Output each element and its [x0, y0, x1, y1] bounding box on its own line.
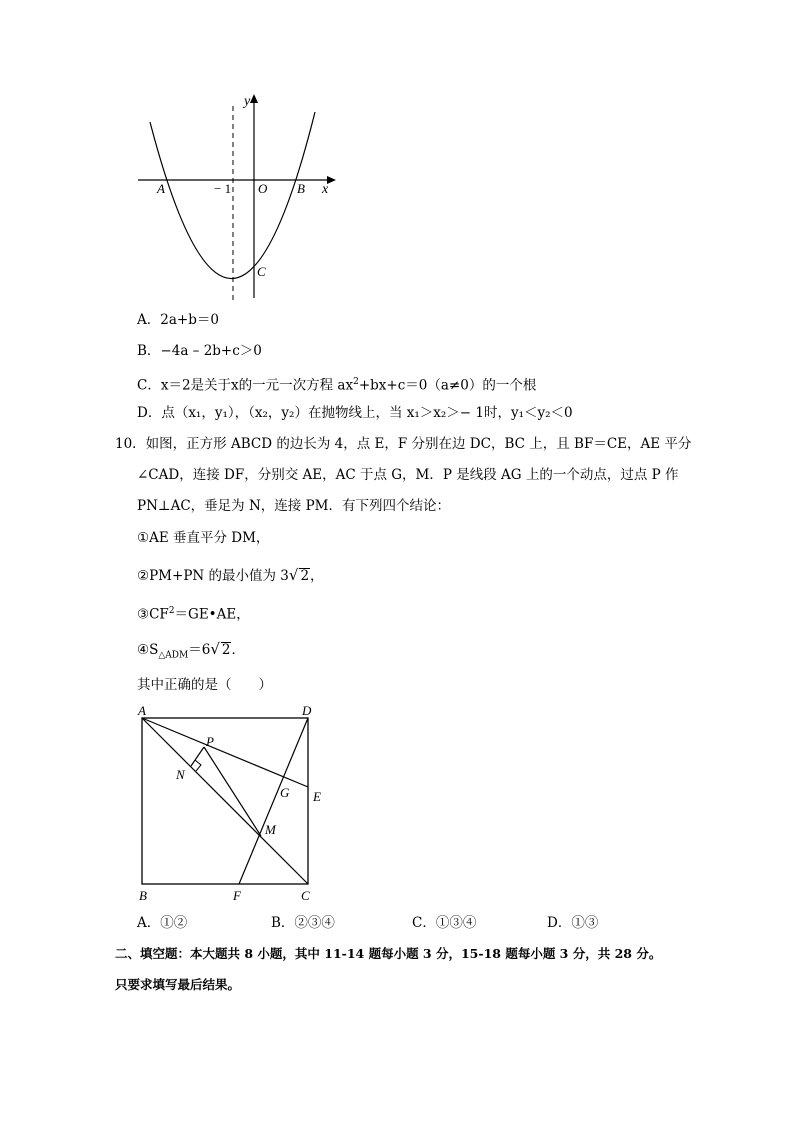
- q10-option-d: D．①③: [547, 915, 599, 931]
- label-N: N: [176, 767, 185, 782]
- conclusion-2-post: ，: [310, 568, 324, 584]
- y-axis-arrow: [250, 94, 258, 103]
- label-G: G: [280, 785, 290, 800]
- conclusion-4-mid: ＝6: [188, 642, 211, 658]
- q10-line3: PN⊥AC，垂足为 N，连接 PM．有下列四个结论：: [137, 498, 450, 514]
- label-x: x: [322, 182, 329, 197]
- label-neg1: − 1: [214, 181, 232, 196]
- q10-prompt: 其中正确的是（ ）: [137, 677, 272, 693]
- conclusion-4-radicand: 2: [221, 642, 231, 658]
- q9-option-b: B．−4a – 2b+c＞0: [137, 343, 262, 359]
- q9-option-c: [137, 373, 536, 395]
- conclusion-3-post: ＝GE•AE，: [174, 606, 250, 623]
- q9-option-c-pre: C．x＝2是关于x的一元一次方程 ax: [137, 377, 354, 394]
- square-figure: [130, 700, 330, 908]
- label-C: C: [301, 888, 310, 903]
- label-y: y: [244, 94, 251, 109]
- conclusion-2: ②PM+PN 的最小值为 3√ 2，: [137, 566, 324, 584]
- q9-option-c-sup: 2: [353, 377, 359, 387]
- q10-option-c: C．①③④: [412, 915, 477, 931]
- label-A: A: [138, 703, 146, 718]
- conclusion-3: [137, 602, 250, 624]
- conclusion-1: ①AE 垂直平分 DM，: [137, 530, 270, 546]
- section2-line1: 二、填空题：本大题共 8 小题，其中 11-14 题每小题 3 分，15-18 题每小题 3 分，共 28 分。: [115, 946, 662, 961]
- conclusion-4: $④S_{\triangle ADM}=6√$ 2．: [137, 640, 245, 661]
- label-F: F: [233, 888, 241, 903]
- q9-option-d: D．点（x₁，y₁），（x₂，y₂）在抛物线上，当 x₁＞x₂＞− 1时，y₁＜y₂＜0: [137, 405, 573, 421]
- conclusion-3-pre: ③CF: [137, 606, 169, 623]
- conclusion-4-sub: △ADM: [158, 650, 189, 661]
- q9-option-a: A．2a+b＝0: [137, 312, 219, 328]
- label-C: C: [257, 264, 266, 279]
- line-pm: [204, 747, 261, 836]
- label-M: M: [265, 822, 276, 837]
- conclusion-4-pre: ④S: [137, 642, 159, 658]
- q10-option-b: B．②③④: [271, 915, 335, 931]
- label-A: A: [157, 181, 165, 196]
- q9-option-c-post: +bx+c＝0（a≠0）的一个根: [358, 377, 537, 394]
- q10-option-a: A．①②: [137, 915, 188, 931]
- section2-line2: 只要求填写最后结果。: [115, 977, 241, 992]
- line-ac: [142, 718, 308, 884]
- parabola-graph: [130, 88, 345, 310]
- conclusion-3-sup: 2: [168, 606, 175, 616]
- x-axis-arrow: [327, 176, 336, 184]
- label-O: O: [258, 181, 268, 196]
- q10-line1: 10．如图，正方形 ABCD 的边长为 4，点 E，F 分别在边 DC，BC 上，且 BF＝CE，AE 平分: [115, 436, 692, 452]
- right-angle-mark: [195, 760, 201, 771]
- label-E: E: [313, 789, 321, 804]
- line-pn: [191, 747, 204, 766]
- conclusion-2-radicand: 2: [300, 568, 310, 584]
- conclusion-4-post: ．: [231, 642, 245, 658]
- conclusion-2-pre: ②PM+PN 的最小值为 3: [137, 568, 289, 584]
- label-D: D: [302, 703, 312, 718]
- label-B: B: [139, 888, 147, 903]
- label-B: B: [297, 181, 305, 196]
- q10-line2: ∠CAD，连接 DF，分别交 AE，AC 于点 G，M．P 是线段 AG 上的一个动点，过点 P 作: [137, 467, 679, 483]
- label-P: P: [206, 734, 214, 749]
- line-df: [239, 718, 308, 884]
